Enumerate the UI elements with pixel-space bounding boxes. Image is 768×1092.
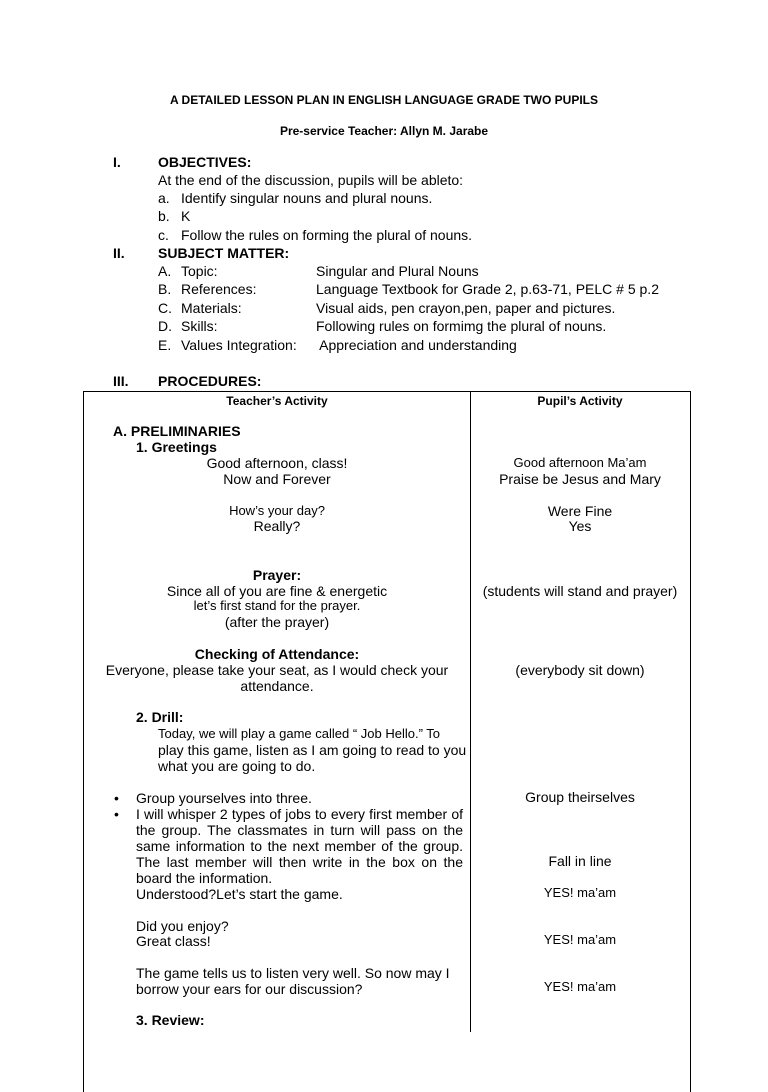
- pupil-line: Were Fine: [547, 503, 613, 519]
- teacher-line: Today, we will play a game called “ Job Hello.” To: [158, 726, 441, 741]
- greetings-heading: 1. Greetings: [136, 439, 217, 455]
- teacher-line: (after the prayer): [224, 614, 330, 630]
- teacher-line: what you are going to do.: [158, 758, 316, 774]
- objectives-intro: At the end of the discussion, pupils will be ableto:: [158, 172, 464, 188]
- pupil-line: Group theirselves: [525, 789, 635, 805]
- teacher-line: borrow your ears for our discussion?: [136, 981, 363, 997]
- pupil-line: Good afternoon Ma’am: [513, 455, 647, 470]
- teacher-line: Understood?Let’s start the game.: [136, 886, 343, 902]
- subject-label: Values Integration:: [181, 337, 297, 353]
- pupil-line: Praise be Jesus and Mary: [499, 471, 661, 487]
- subject-marker: B.: [158, 281, 172, 297]
- procedures-numeral: III.: [113, 373, 129, 389]
- subject-label: References:: [181, 281, 257, 297]
- subject-label: Materials:: [181, 300, 242, 316]
- objectives-numeral: I.: [113, 154, 121, 170]
- teacher-line: The game tells us to listen very well. So now may I: [136, 965, 450, 981]
- pupil-line: YES! ma’am: [543, 979, 617, 994]
- subject-marker: C.: [158, 300, 172, 316]
- teacher-line: let’s first stand for the prayer.: [193, 598, 361, 613]
- pupil-line: YES! ma’am: [543, 932, 617, 947]
- teacher-line: Everyone, please take your seat, as I would check your: [105, 662, 449, 678]
- attendance-heading: Checking of Attendance:: [194, 646, 360, 662]
- pupil-line: YES! ma’am: [543, 885, 617, 900]
- teacher-line: Good afternoon, class!: [206, 455, 348, 471]
- prayer-heading: Prayer:: [252, 567, 302, 583]
- subject-value: Language Textbook for Grade 2, p.63-71, PELC # 5 p.2: [316, 281, 659, 297]
- document-title: A DETAILED LESSON PLAN IN ENGLISH LANGUAGE GRADE TWO PUPILS: [169, 93, 598, 107]
- pupil-column-header: Pupil’s Activity: [537, 394, 623, 408]
- subject-marker: D.: [158, 318, 172, 334]
- teacher-column-header: Teacher’s Activity: [226, 394, 328, 408]
- pupil-line: (students will stand and prayer): [482, 583, 678, 599]
- subject-label: Skills:: [181, 318, 218, 334]
- teacher-line: Really?: [253, 518, 301, 534]
- subject-label: Topic:: [181, 263, 218, 279]
- teacher-line: How’s your day?: [229, 503, 325, 518]
- teacher-line: attendance.: [240, 678, 314, 694]
- objective-text: K: [181, 208, 191, 224]
- bullet-item: • I will whisper 2 types of jobs to every first member of the group. The classmates in turn will pass on the same information to the next member of the group. The last member will then write in the box on the board the information.: [136, 806, 463, 886]
- subject-value: Appreciation and understanding: [316, 337, 517, 353]
- objective-marker: c.: [158, 227, 169, 243]
- pupil-line: (everybody sit down): [515, 662, 645, 678]
- teacher-line: play this game, listen as I am going to read to you: [158, 742, 467, 758]
- subject-numeral: II.: [113, 245, 125, 261]
- pupil-line: Yes: [568, 518, 592, 534]
- objective-marker: b.: [158, 208, 170, 224]
- subject-marker: A.: [158, 263, 172, 279]
- drill-heading: 2. Drill:: [136, 709, 184, 725]
- objective-marker: a.: [158, 190, 170, 206]
- objective-text: Identify singular nouns and plural nouns.: [181, 190, 433, 206]
- subject-heading: SUBJECT MATTER:: [158, 245, 290, 261]
- teacher-line: Now and Forever: [223, 471, 331, 487]
- procedures-heading: PROCEDURES:: [158, 373, 262, 389]
- subject-value: Singular and Plural Nouns: [316, 263, 479, 279]
- subject-value: Following rules on formimg the plural of nouns.: [316, 318, 607, 334]
- bullet-item: • Group yourselves into three.: [136, 790, 312, 806]
- teacher-line: Since all of you are fine & energetic: [166, 583, 388, 599]
- teacher-line: Did you enjoy?: [136, 918, 229, 934]
- subject-marker: E.: [158, 337, 172, 353]
- objectives-heading: OBJECTIVES:: [158, 154, 252, 170]
- subject-value: Visual aids, pen crayon,pen, paper and pictures.: [316, 300, 616, 316]
- pupil-line: Fall in line: [548, 853, 612, 869]
- review-heading: 3. Review:: [136, 1012, 205, 1028]
- teacher-name: Pre-service Teacher: Allyn M. Jarabe: [279, 124, 489, 138]
- objective-text: Follow the rules on forming the plural of nouns.: [181, 227, 473, 243]
- preliminaries-heading: A. PRELIMINARIES: [113, 423, 241, 439]
- teacher-line: Great class!: [136, 933, 211, 949]
